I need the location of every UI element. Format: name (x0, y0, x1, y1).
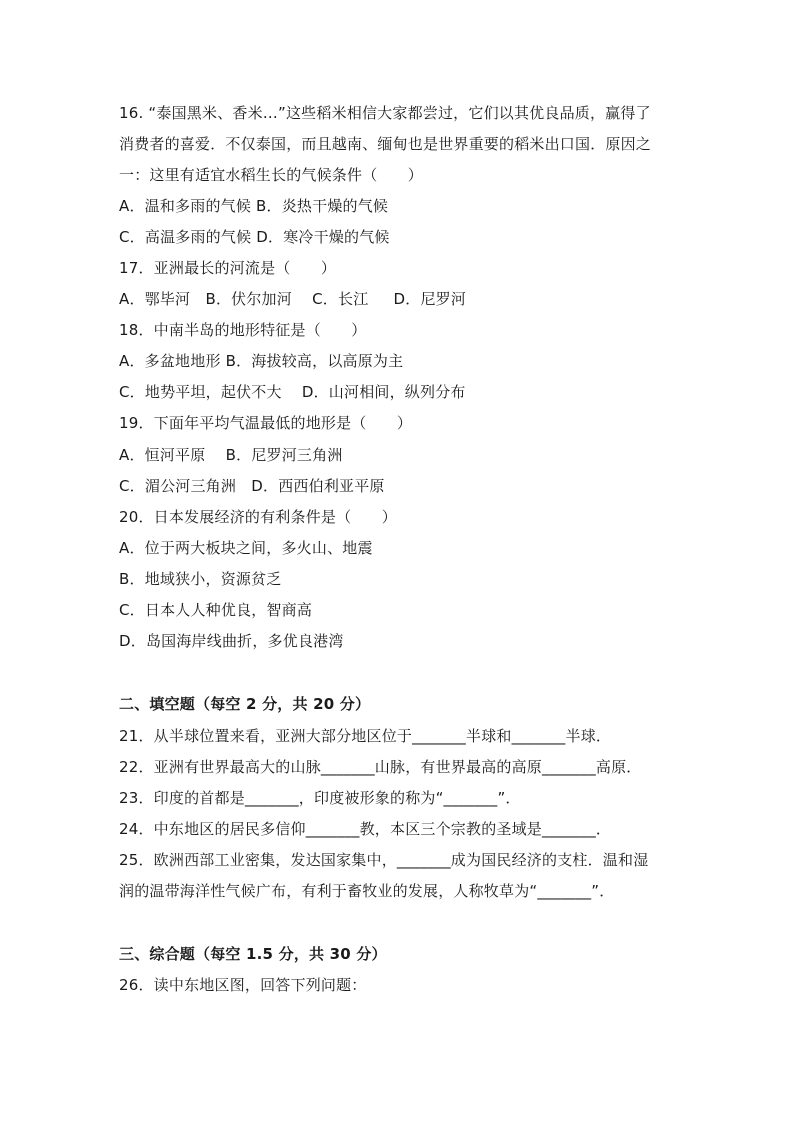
q21: 21．从半球位置来看，亚洲大部分地区位于_______半球和_______半球． (119, 727, 612, 745)
q20-stem: 20．日本发展经济的有利条件是（ ） (119, 508, 397, 526)
q18-options-ab: A．多盆地地形 B．海拔较高，以高原为主 (119, 352, 404, 370)
q16-line-3: 一：这里有适宜水稻生长的气候条件（ ） (119, 166, 424, 184)
q16-options-ab: A．温和多雨的气候 B．炎热干燥的气候 (119, 197, 389, 215)
q26-stem: 26．读中东地区图，回答下列问题： (119, 976, 367, 994)
q22: 22．亚洲有世界最高大的山脉_______山脉，有世界最高的高原_______高原． (119, 758, 642, 776)
q23: 23．印度的首都是_______，印度被形象的称为“_______”． (119, 789, 521, 807)
q17-options: A．鄂毕河 B．伏尔加河 C．长江 D．尼罗河 (119, 290, 467, 308)
q20-option-b: B．地域狭小，资源贫乏 (119, 570, 282, 588)
section-3-heading: 三、综合题（每空 1.5 分，共 30 分） (119, 945, 387, 963)
q25-line-1: 25．欧洲西部工业密集，发达国家集中，_______成为国民经济的支柱．温和湿 (119, 851, 649, 869)
q18-options-cd: C．地势平坦，起伏不大 D．山河相间，纵列分布 (119, 383, 466, 401)
q25-line-2: 润的温带海洋性气候广布，有利于畜牧业的发展，人称牧草为“_______”． (119, 882, 615, 900)
q24: 24．中东地区的居民多信仰_______教，本区三个宗教的圣域是_______． (119, 820, 612, 838)
q20-option-a: A．位于两大板块之间，多火山、地震 (119, 539, 373, 557)
q17-stem: 17．亚洲最长的河流是（ ） (119, 259, 337, 277)
q19-stem: 19．下面年平均气温最低的地形是（ ） (119, 414, 413, 432)
q16-line-2: 消费者的喜爱．不仅泰国，而且越南、缅甸也是世界重要的稻米出口国．原因之 (119, 135, 652, 153)
q19-options-cd: C．湄公河三角洲 D．西西伯利亚平原 (119, 477, 385, 495)
q16-line-1: 16. “泰国黑米、香米…”这些稻米相信大家都尝过，它们以其优良品质，赢得了 (119, 104, 651, 122)
q16-options-cd: C．高温多雨的气候 D．寒冷干燥的气候 (119, 228, 390, 246)
q20-option-c: C．日本人人种优良，智商高 (119, 601, 313, 619)
section-2-heading: 二、填空题（每空 2 分，共 20 分） (119, 695, 371, 713)
q18-stem: 18．中南半岛的地形特征是（ ） (119, 321, 367, 339)
q19-options-ab: A．恒河平原 B．尼罗河三角洲 (119, 446, 343, 464)
q20-option-d: D．岛国海岸线曲折，多优良港湾 (119, 632, 344, 650)
